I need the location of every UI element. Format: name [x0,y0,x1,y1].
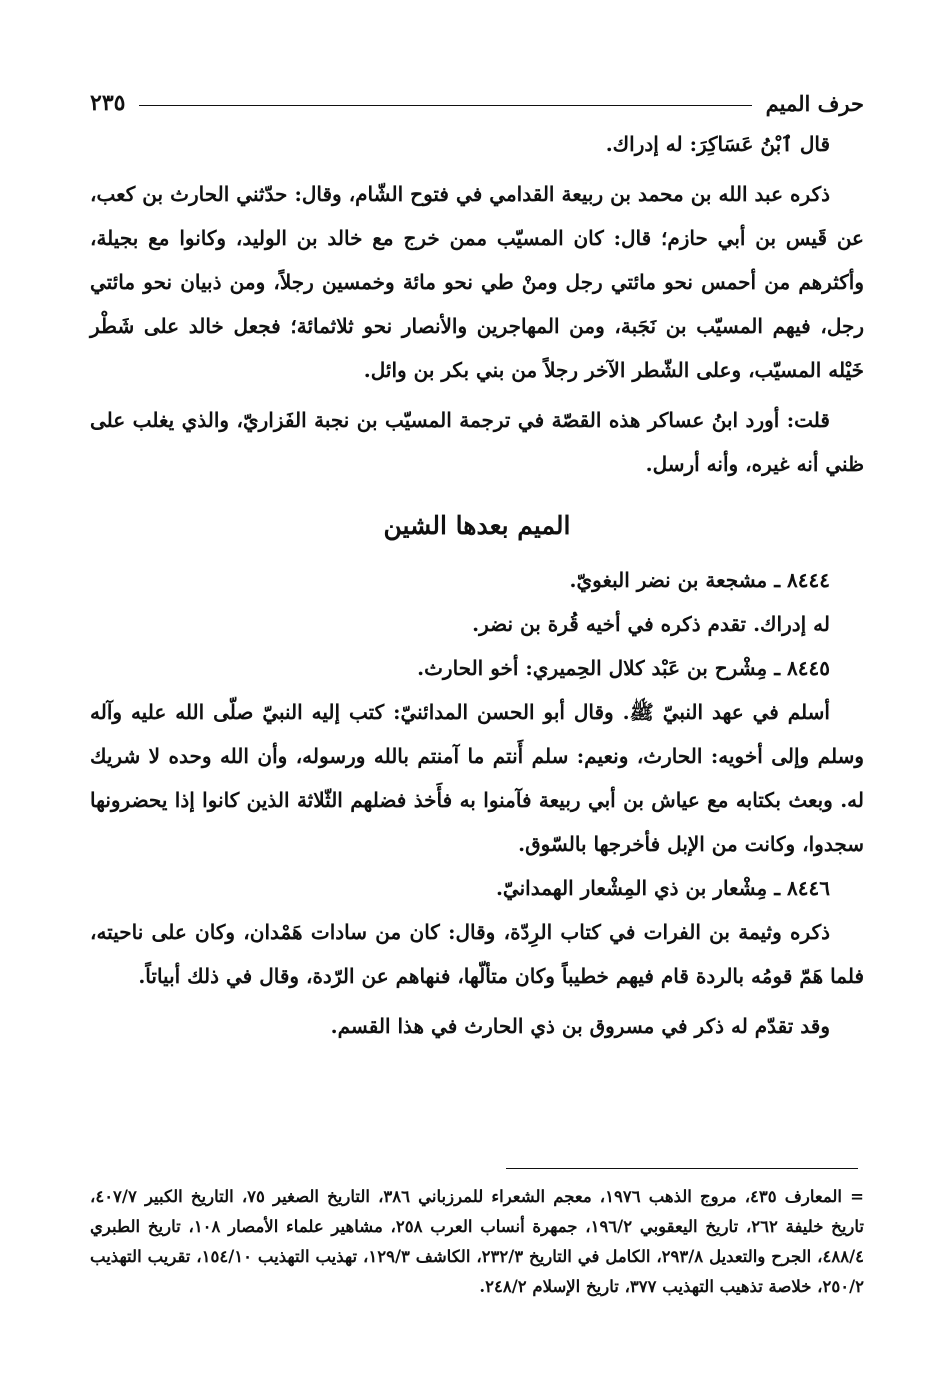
main-text [90,122,864,1048]
footnote-text: المعارف ٤٣٥، مروج الذهب ١٩٧٦، معجم الشعراء للمرزباني ٣٨٦، التاريخ الصغير ٧٥، التاريخ الكبير ٤٠٧/٧، تاريخ خليفة ٢٦٢، تاريخ اليعقوبي ١٩٦/٢، جمهرة أنساب العرب ٢٥٨، مشاهير علماء الأمصار ١٠٨، تاريخ الطبري ٤٨٨/٤، الجرح والتعديل ٢٩٣/٨، الكامل في التاريخ ٢٣٢/٣، الكاشف ١٢٩/٣، تهذيب التهذيب ١٥٤/١٠، تقريب التهذيب ٢٥٠/٢، خلاصة تذهيب التهذيب ٣٧٧، تاريخ الإسلام ٢٤٨/٢. [90,1187,865,1296]
entry-title: ٨٤٤٦ ـ مِشْعار بن ذي المِشْعار الهمدانيّ. [495,876,830,900]
section-heading: الميم بعدها الشين [383,511,571,540]
paragraph: له إدراك. تقدم ذكره في أخيه قُرة بن نضر. [472,612,830,636]
entry-title: ٨٤٤٥ ـ مِشْرح بن عَبْد كلال الحِميري: أخو الحارث. [417,656,830,680]
chapter-title: حرف الميم [765,91,864,116]
running-header [90,78,864,118]
header-rule [139,105,751,106]
paragraph: أسلم في عهد النبيّ ﷺ. وقال أبو الحسن المدائنيّ: كتب إليه النبيّ صلّى الله عليه وآله وسلم وإلى أخويه: الحارث، ونعيم: سلم أَنتم ما آمنتم بالله ورسوله، وأن الله وحده لا شريك له. وبعث بكتابه مع عياش بن أبي ربيعة فآمنوا به فأَخذ فضلهم الثّلاثة الذين كانوا إذا يحضرونها سجدوا، وكانت من الإبل فأخرجها بالسّوق. [90,700,865,856]
footnote [90,1182,864,1302]
paragraph: قال ٱبْنُ عَسَاكِرَ: له إدراك. [605,132,830,156]
book-page [90,78,864,1368]
paragraph: ذكره عبد الله بن محمد بن ربيعة القدامي في فتوح الشّام، وقال: حدّثني الحارث بن كعب، عن قَيس بن أبي حازم؛ قال: كان المسيّب ممن خرج مع خالد بن الوليد، وكانوا مع بجيلة، وأكثرهم من أحمس نحو مائتي رجل ومنْ طي نحو مائة وخمسين رجلاً، ومن ذبيان نحو مائتي رجل، فيهم المسيّب بن نَجَبة، ومن المهاجرين والأنصار نحو ثلاثمائة؛ فجعل خالد على شَطْر خَيْله المسيّب، وعلى الشّطر الآخر رجلاً من بني بكر بن وائل. [90,182,864,382]
footnote-divider [506,1168,858,1169]
entry-title: ٨٤٤٤ ـ مشجعة بن نضر البغويّ. [569,568,830,592]
paragraph: قلت: أورد ابنُ عساكر هذه القصّة في ترجمة المسيّب بن نجبة الفَزاريّ، والذي يغلب على ظني أنه غيره، وأنه أرسل. [90,408,864,476]
paragraph: ذكره وثيمة بن الفرات في كتاب الرِدّة، وقال: كان من سادات هَمْدان، وكان على ناحيته، فلما هَمّ قومُه بالردة قام فيهم خطيباً وكان متألّها، فنهاهم عن الرّدة، وقال في ذلك أبياتاً. [90,920,864,988]
page-number: ٢٣٥ [90,90,126,116]
footnote-continuation-mark: = [850,1187,864,1206]
paragraph: وقد تقدّم له ذكر في مسروق بن ذي الحارث في هذا القسم. [330,1014,830,1038]
